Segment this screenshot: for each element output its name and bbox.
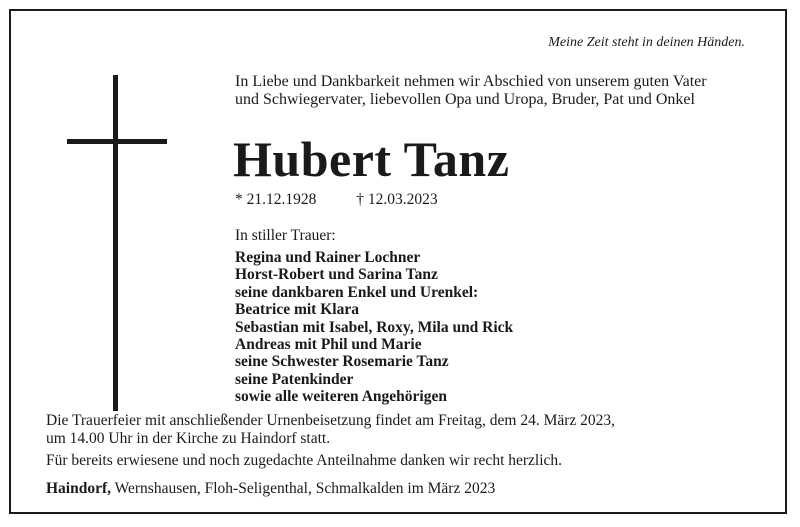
deceased-name: Hubert Tanz xyxy=(233,131,510,187)
list-item: Regina und Rainer Lochner xyxy=(235,249,421,266)
place-primary: Haindorf, xyxy=(46,480,112,497)
list-item: Horst-Robert und Sarina Tanz xyxy=(235,266,438,284)
place-and-date xyxy=(46,480,495,498)
list-item: seine Schwester Rosemarie Tanz xyxy=(235,353,449,371)
motto: Meine Zeit steht in deinen Händen. xyxy=(548,35,745,50)
intro-line: In Liebe und Dankbarkeit nehmen wir Abschied von unserem guten Vater xyxy=(235,73,707,90)
list-item: Sebastian mit Isabel, Roxy, Mila und Rick xyxy=(235,318,514,336)
mourners-list xyxy=(235,249,513,406)
service-line: Die Trauerfeier mit anschließender Urnenbeisetzung findet am Freitag, dem 24. März 2023, xyxy=(46,412,616,429)
list-item: Beatrice mit Klara xyxy=(235,301,359,319)
list-item: seine Patenkinder xyxy=(235,370,354,388)
cross-icon xyxy=(113,75,118,411)
cross-icon-crossbar xyxy=(67,139,167,144)
list-item: sowie alle weiteren Angehörigen xyxy=(235,388,447,406)
place-rest: Wernshausen, Floh-Seligenthal, Schmalkalden im März 2023 xyxy=(111,480,496,497)
service-info xyxy=(46,412,746,448)
mourning-heading: In stiller Trauer: xyxy=(235,227,336,244)
service-line: um 14.00 Uhr in der Kirche zu Haindorf statt. xyxy=(46,430,331,447)
list-item: Andreas mit Phil und Marie xyxy=(235,336,422,354)
life-dates xyxy=(235,191,438,209)
list-item: seine dankbaren Enkel und Urenkel: xyxy=(235,283,479,301)
thanks-text: Für bereits erwiesene und noch zugedachte Anteilnahme danken wir recht herzlich. xyxy=(46,452,563,469)
death-date: † 12.03.2023 xyxy=(356,191,438,208)
intro-line: und Schwiegervater, liebevollen Opa und Uropa, Bruder, Pat und Onkel xyxy=(235,91,695,108)
birth-date: * 21.12.1928 xyxy=(235,191,317,208)
intro-text xyxy=(235,73,775,109)
